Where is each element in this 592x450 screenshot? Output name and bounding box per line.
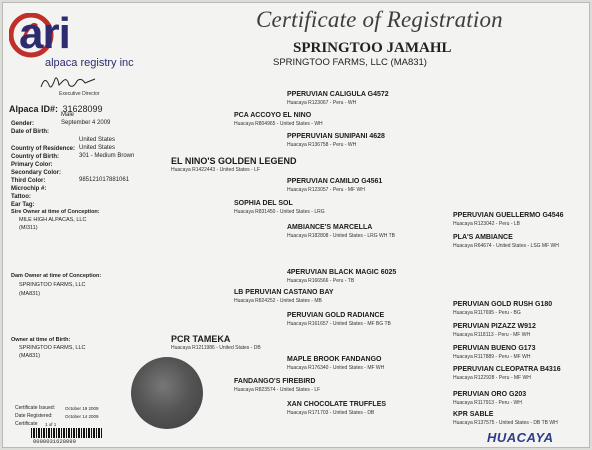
barcode	[31, 428, 103, 438]
director-signature	[39, 73, 99, 93]
dam-owner-line: (MA831)	[19, 291, 41, 297]
dam-owner-line: SPRINGTOO FARMS, LLC	[19, 282, 86, 288]
pedigree-detail: Huacaya R123042 - Peru - LB	[453, 221, 520, 227]
certificate-title: Certificate of Registration	[256, 7, 503, 32]
logo-wordmark: ari	[19, 9, 70, 58]
breed-label: HUACAYA	[487, 430, 554, 445]
pedigree-detail: Huacaya R823574 - United States - LF	[234, 387, 321, 393]
pedigree-detail: Huacaya R804965 - United States - WH	[234, 121, 323, 127]
field-value: United States	[79, 145, 116, 151]
dam-owner-label: Dam Owner at time of Conception:	[11, 273, 102, 279]
pedigree-name: XAN CHOCOLATE TRUFFLES	[287, 401, 387, 408]
field-value: Male	[61, 112, 75, 118]
pedigree-detail: Huacaya R117889 - Peru - MF WH	[453, 354, 531, 360]
registered-value: October 14 2009	[65, 414, 99, 419]
pedigree-detail: Huacaya R117695 - Peru - BG	[453, 310, 521, 316]
pedigree-name: PPERUVIAN CALIGULA G4572	[287, 91, 389, 98]
signature-caption: Executive Director	[59, 91, 100, 97]
pedigree-detail: Huacaya R176340 - United States - MF WH	[287, 365, 385, 371]
pedigree-name: PLA'S AMBIANCE	[453, 234, 513, 241]
barcode-number: 0000031628099	[33, 438, 76, 445]
birth-owner-line: (MA831)	[19, 353, 41, 359]
issued-label: Certificate Issued:	[15, 405, 56, 411]
field-label: Ear Tag:	[11, 202, 35, 208]
ari-logo	[9, 9, 144, 75]
issued-value: October 19 2009	[65, 406, 99, 411]
pedigree-name: PERUVIAN ORO G203	[453, 391, 527, 398]
pedigree-name: SOPHIA DEL SOL	[234, 200, 293, 207]
field-dob	[11, 120, 49, 138]
field-label: Date of Birth:	[11, 129, 49, 135]
pedigree-name: MAPLE BROOK FANDANGO	[287, 356, 382, 363]
pedigree-name: LB PERUVIAN CASTANO BAY	[234, 289, 334, 296]
alpaca-id-label: Alpaca ID#:	[9, 104, 59, 114]
field-value: September 4 2009	[61, 120, 111, 126]
registration-certificate	[2, 2, 590, 448]
sire-owner-label: Sire Owner at time of Conception:	[11, 209, 100, 215]
pedigree-name: PPPERUVIAN SUNIPANI 4628	[287, 133, 385, 140]
pedigree-detail: Huacaya R118113 - Peru - MF WH	[453, 332, 531, 338]
pedigree-detail: Huacaya R123067 - Peru - WH	[287, 100, 357, 106]
pedigree-name: PCA ACCOYO EL NINO	[234, 112, 312, 119]
field-value: United States	[79, 137, 116, 143]
pedigree-detail: Huacaya R117913 - Peru - WH	[453, 400, 522, 406]
page-value: 1 of 1	[45, 422, 57, 427]
pedigree-detail: Huacaya R123057 - Peru - MF WH	[287, 187, 365, 193]
animal-name: SPRINGTOO JAMAHL	[293, 40, 452, 56]
logo-subtitle: alpaca registry inc	[45, 57, 134, 69]
field-value: 985121017881061	[79, 177, 130, 183]
field-label: Gender:	[11, 121, 35, 127]
pedigree-name: PERUVIAN PIZAZZ W912	[453, 323, 536, 330]
pedigree-dam-name: PCR TAMEKA	[171, 334, 231, 344]
pedigree-detail: Huacaya R137575 - United States - DB TB WH	[453, 420, 558, 426]
pedigree-detail: Huacaya R1422443 - United States - LF	[171, 167, 260, 173]
pedigree-name: PERUVIAN GOLD RUSH G180	[453, 301, 553, 308]
pedigree-detail: Huacaya R136758 - Peru - WH	[287, 142, 357, 148]
pedigree-sire-name: EL NINO'S GOLDEN LEGEND	[171, 156, 297, 166]
page-label: Certificate	[15, 421, 38, 427]
pedigree-detail: Huacaya R161657 - United States - MF BG TB	[287, 321, 391, 327]
pedigree-detail: Huacaya R166566 - Peru - TB	[287, 278, 355, 284]
sire-owner-line: MILE HIGH ALPACAS, LLC	[19, 217, 87, 223]
field-label: Secondary Color:	[11, 170, 62, 176]
birth-owner-label: Owner at time of Birth:	[11, 337, 71, 343]
field-label: Country of Residence:	[11, 146, 76, 152]
pedigree-name: FANDANGO'S FIREBIRD	[234, 378, 316, 385]
pedigree-name: AMBIANCE'S MARCELLA	[287, 224, 373, 231]
farm-name: SPRINGTOO FARMS, LLC (MA831)	[273, 57, 427, 68]
field-label: Tattoo:	[11, 194, 31, 200]
pedigree-detail: Huacaya R1211986 - United States - DB	[171, 345, 261, 351]
pedigree-name: 4PERUVIAN BLACK MAGIC 6025	[287, 269, 397, 276]
pedigree-detail: Huacaya R64674 - United States - LSG MF WH	[453, 243, 559, 249]
pedigree-name: PPERUVIAN CAMILIO G4561	[287, 178, 383, 185]
pedigree-name: KPR SABLE	[453, 411, 494, 418]
pedigree-name: PPERUVIAN GUELLERMO G4546	[453, 212, 564, 219]
registered-label: Date Registered:	[15, 413, 53, 419]
embossed-seal	[131, 357, 203, 429]
field-label: Primary Color:	[11, 162, 53, 168]
pedigree-detail: Huacaya R171703 - United States - DB	[287, 410, 375, 416]
pedigree-detail: Huacaya R182808 - United States - LRG WH TB	[287, 233, 396, 239]
birth-owner-line: SPRINGTOO FARMS, LLC	[19, 345, 86, 351]
pedigree-name: PPERUVIAN CLEOPATRA B4316	[453, 366, 561, 373]
pedigree-name: PERUVIAN BUENO G173	[453, 345, 536, 352]
field-label: Third Color:	[11, 178, 46, 184]
field-label: Microchip #:	[11, 186, 47, 192]
pedigree-detail: Huacaya R122928 - Peru - MF WH	[453, 375, 531, 381]
field-label: Country of Birth:	[11, 154, 59, 160]
alpaca-id-value: 31628099	[62, 104, 103, 114]
pedigree-detail: Huacaya R831450 - United States - LRG	[234, 209, 325, 215]
sire-owner-line: (MI311)	[19, 225, 38, 231]
field-value: 301 - Medium Brown	[79, 153, 135, 159]
pedigree-detail: Huacaya R824252 - United States - MB	[234, 298, 322, 304]
pedigree-name: PERUVIAN GOLD RADIANCE	[287, 312, 385, 319]
